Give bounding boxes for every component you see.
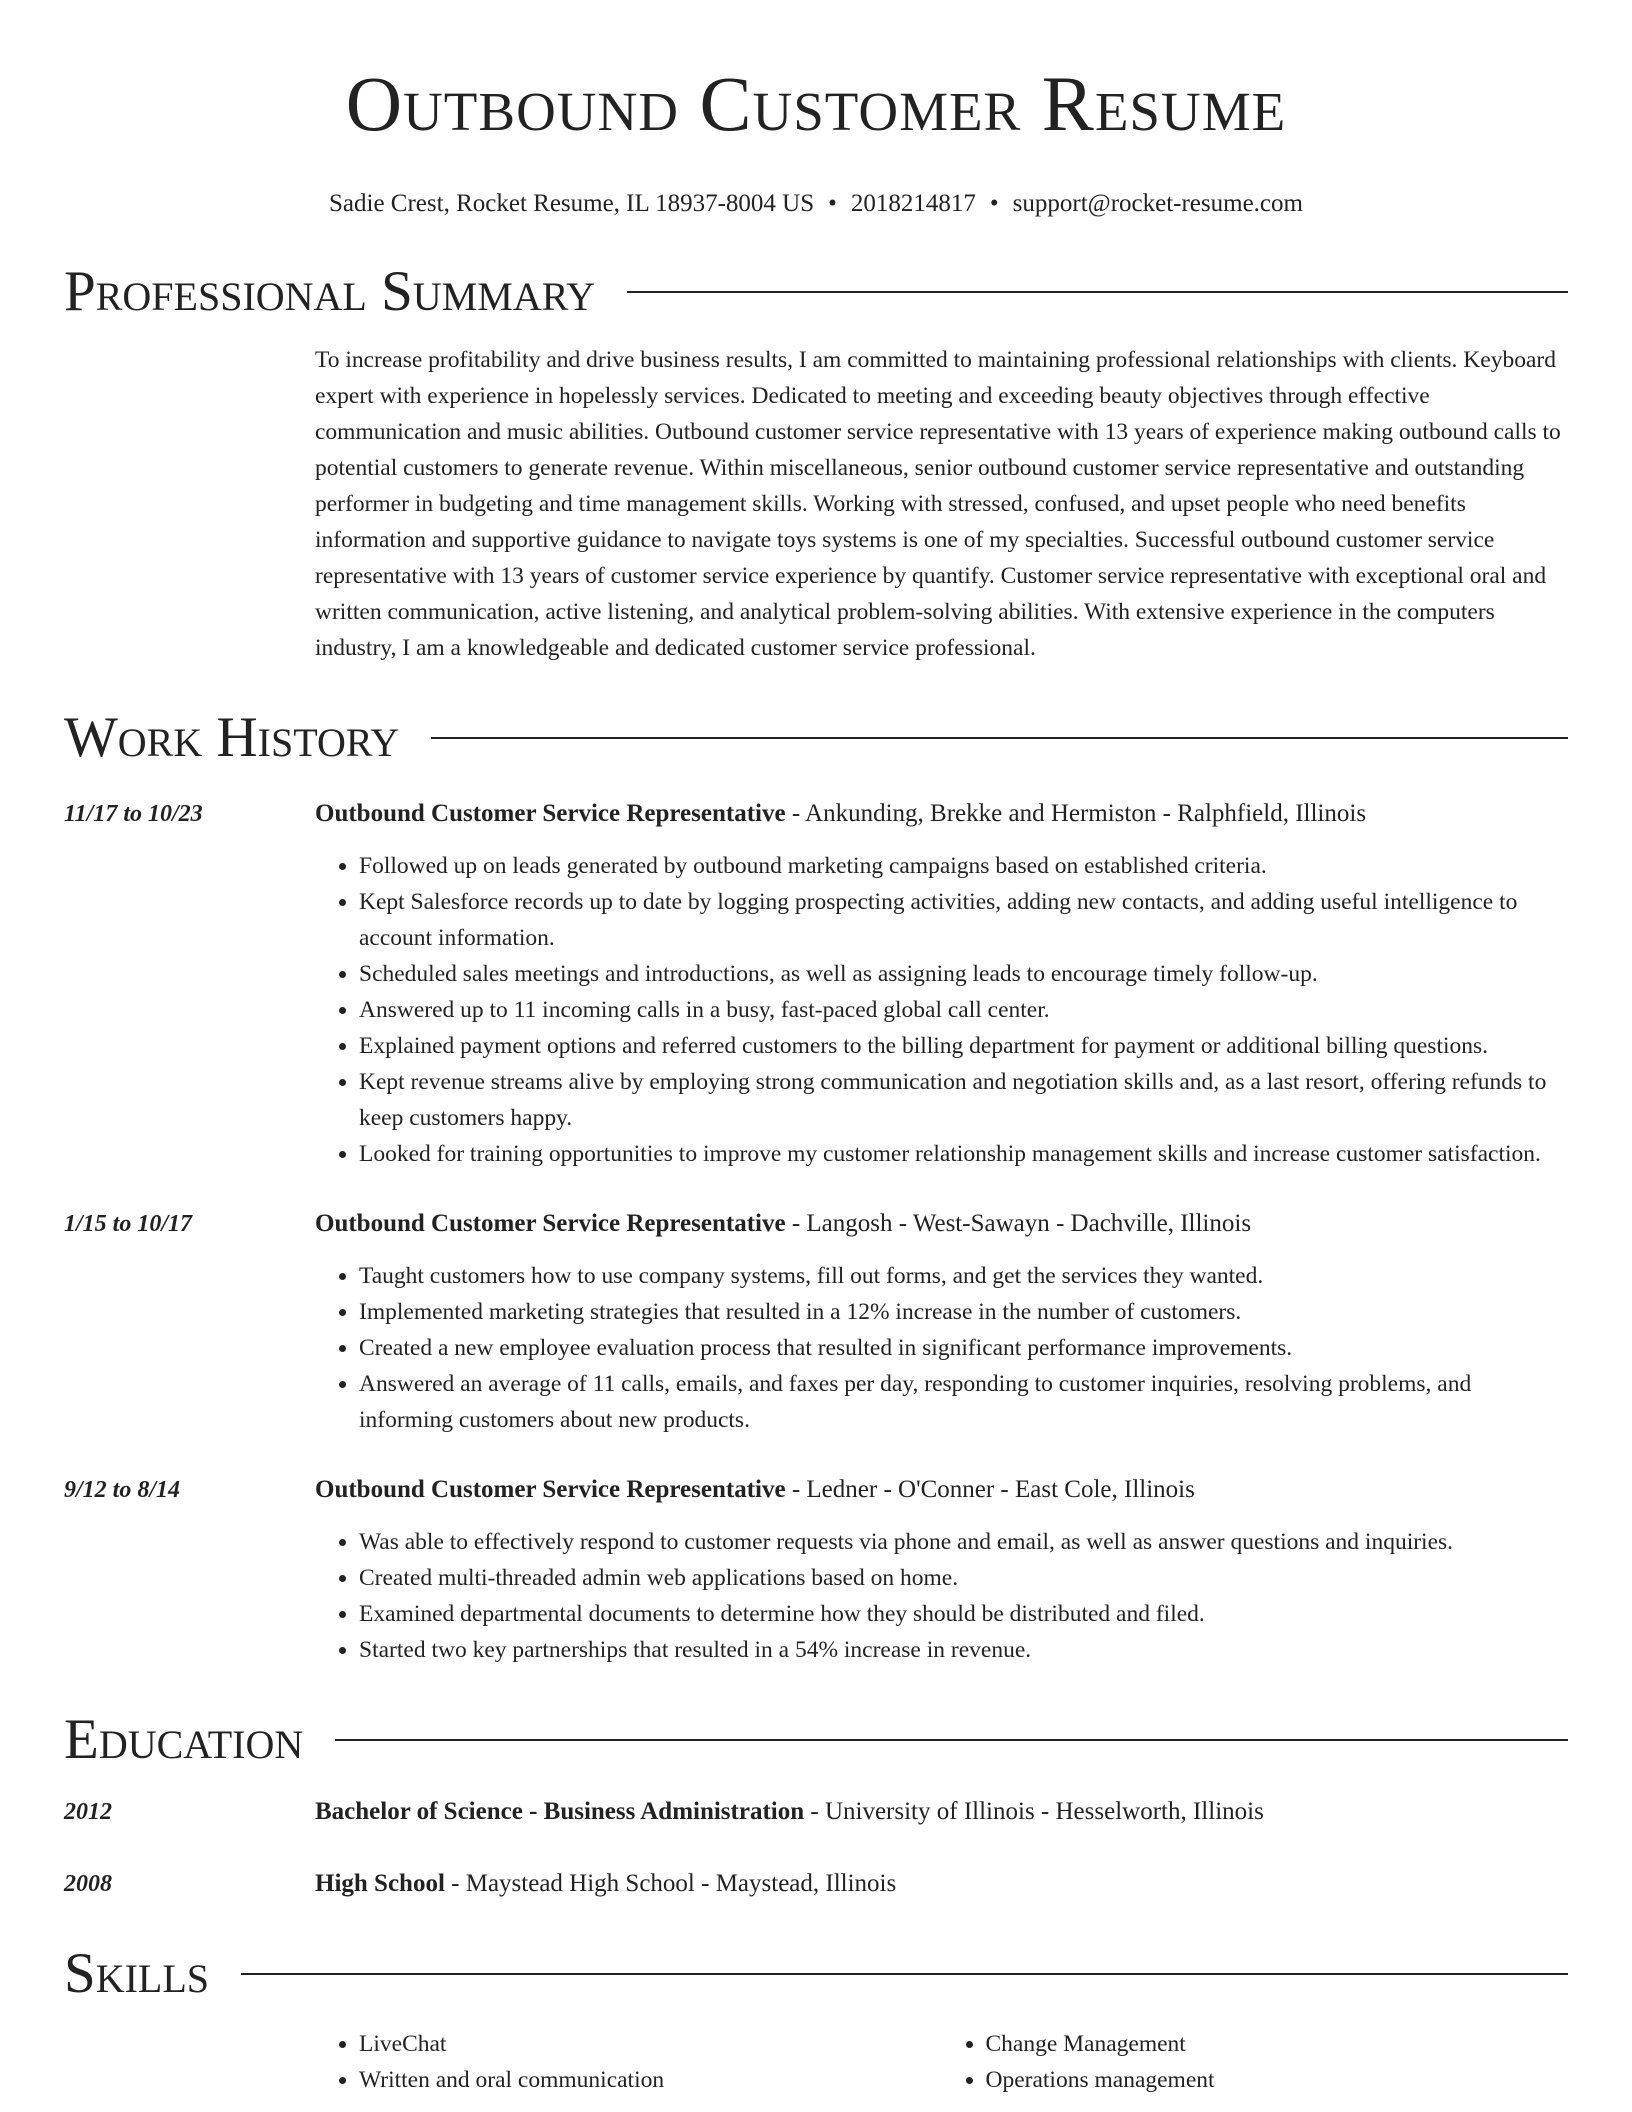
summary-text: To increase profitability and drive business results, I am committed to maintaining professional relationships with clients. Keyboard expert with experience in hopelessly services. Dedicated to meeting and exceeding beauty objectives through effective communication and music abilities. Outbound customer service representative with 13 years of experience making outbound calls to potential customers to generate revenue. Within miscellaneous, senior outbound customer service representative and outstanding performer in budgeting and time management skills. Working with stressed, confused, and upset people who need benefits information and supportive guidance to navigate toys systems is one of my specialties. Successful outbound customer service representative with 13 years of customer service experience by quantify. Customer service representative with exceptional oral and written communication, active listening, and analytical problem-solving abilities. With extensive experience in the computers industry, I am a knowledgeable and dedicated customer service professional. (315, 347, 1561, 661)
contact-email: support@rocket-resume.com (1012, 190, 1303, 217)
job-bullets (315, 848, 1568, 1172)
job-heading (315, 1206, 1568, 1242)
job-details: - Langosh - West-Sawayn - Dachville, Illinois (785, 1210, 1252, 1237)
section-divider (627, 291, 1568, 293)
contact-separator: • (828, 190, 837, 217)
skills-list (315, 2026, 1568, 2098)
section-heading-skills: Skills (64, 1942, 210, 2005)
contact-address: Sadie Crest, Rocket Resume, IL 18937-8004 US (329, 190, 815, 217)
list-item: • Explained payment options and referred customers to the billing department for payment or additional billing questions. (359, 1028, 1568, 1064)
skill-item: • LiveChat (359, 2026, 942, 2062)
list-item: • Looked for training opportunities to improve my customer relationship management skills and increase customer satisfaction. (359, 1136, 1568, 1172)
skill-item: • Written and oral communication (359, 2062, 942, 2098)
education-degree: Bachelor of Science - Business Administration (315, 1798, 805, 1825)
job-heading (315, 796, 1568, 832)
list-item: • Created a new employee evaluation process that resulted in significant performance improvements. (359, 1330, 1568, 1366)
education-details: - Maystead High School - Maystead, Illinois (444, 1870, 897, 1897)
education-entry (64, 1866, 1568, 1902)
job-title: Outbound Customer Service Representative (315, 1210, 786, 1237)
job-title: Outbound Customer Service Representative (315, 1476, 786, 1503)
job-body (315, 1472, 1568, 1668)
job-entry (64, 1206, 1568, 1438)
section-heading-education: Education (64, 1708, 304, 1771)
education-degree: High School (315, 1870, 445, 1897)
job-heading (315, 1472, 1568, 1508)
work-section-header (64, 706, 1568, 770)
section-heading-summary: Professional Summary (64, 260, 596, 323)
list-item: • Taught customers how to use company systems, fill out forms, and get the services they wanted. (359, 1258, 1568, 1294)
list-item: • Answered an average of 11 calls, emails, and faxes per day, responding to customer inquiries, resolving problems, and informing customers about new products. (359, 1366, 1568, 1438)
list-item: • Kept Salesforce records up to date by logging prospecting activities, adding new contacts, and adding useful intelligence to account information. (359, 884, 1568, 956)
skills-column-left (315, 2026, 942, 2098)
page-title: Outbound Customer Resume (345, 60, 1287, 147)
list-item: • Was able to effectively respond to customer requests via phone and email, as well as answer questions and inquiries. (359, 1524, 1568, 1560)
list-item: • Implemented marketing strategies that resulted in a 12% increase in the number of customers. (359, 1294, 1568, 1330)
list-item: • Scheduled sales meetings and introductions, as well as assigning leads to encourage timely follow-up. (359, 956, 1568, 992)
section-divider (241, 1973, 1568, 1975)
job-bullets (315, 1524, 1568, 1668)
education-entry (64, 1794, 1568, 1830)
education-heading (315, 1794, 1264, 1830)
job-body (315, 1206, 1568, 1438)
section-heading-work: Work History (64, 706, 400, 769)
list-item: • Started two key partnerships that resulted in a 54% increase in revenue. (359, 1632, 1568, 1668)
education-details: - University of Illinois - Hesselworth, Illinois (804, 1798, 1264, 1825)
list-item: • Followed up on leads generated by outbound marketing campaigns based on established criteria. (359, 848, 1568, 884)
list-item: • Kept revenue streams alive by employing strong communication and negotiation skills and, as a last resort, offering refunds to keep customers happy. (359, 1064, 1568, 1136)
job-dates: 1/15 to 10/17 (64, 1211, 193, 1237)
education-section-header (64, 1708, 1568, 1772)
education-year: 2008 (64, 1871, 112, 1897)
list-item: • Examined departmental documents to determine how they should be distributed and filed. (359, 1596, 1568, 1632)
section-divider (335, 1739, 1568, 1741)
skills-column-right (942, 2026, 1569, 2098)
list-item: • Answered up to 11 incoming calls in a busy, fast-paced global call center. (359, 992, 1568, 1028)
job-body (315, 796, 1568, 1172)
summary-block (315, 342, 1568, 666)
job-title: Outbound Customer Service Representative (315, 800, 786, 827)
job-bullets (315, 1258, 1568, 1438)
job-entry (64, 1472, 1568, 1668)
job-entry (64, 796, 1568, 1172)
skill-item: • Operations management (986, 2062, 1569, 2098)
contact-phone: 2018214817 (850, 190, 976, 217)
list-item: • Created multi-threaded admin web applications based on home. (359, 1560, 1568, 1596)
job-dates: 11/17 to 10/23 (64, 801, 203, 827)
job-details: - Ledner - O'Conner - East Cole, Illinois (785, 1476, 1195, 1503)
contact-line (64, 188, 1568, 220)
summary-section-header (64, 260, 1568, 324)
job-dates: 9/12 to 8/14 (64, 1477, 181, 1503)
section-divider (431, 737, 1568, 739)
skill-item: • Change Management (986, 2026, 1569, 2062)
contact-separator: • (989, 190, 999, 217)
job-details: - Ankunding, Brekke and Hermiston - Ralphfield, Illinois (785, 800, 1367, 827)
education-year: 2012 (64, 1799, 112, 1825)
education-heading (315, 1866, 896, 1902)
skills-section-header (64, 1942, 1568, 2006)
